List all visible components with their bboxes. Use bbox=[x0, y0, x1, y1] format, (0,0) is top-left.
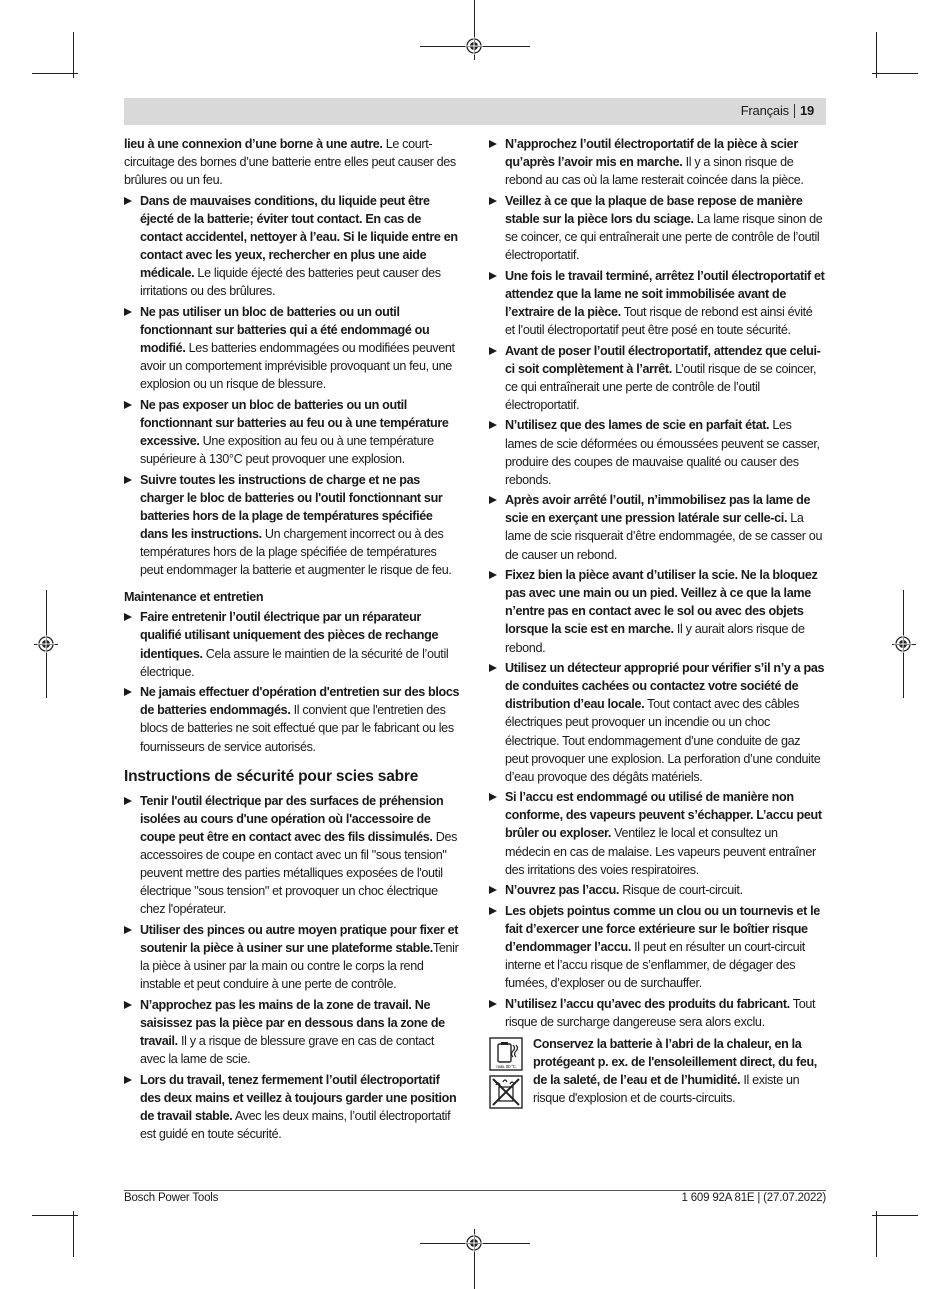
instruction-bold-text: Suivre toutes les instructions de charge et ne pas charger le bloc de batteries ou l'outil fonctionnant sur batteries hors de la plage de températures spécifiée dans les instructions. bbox=[140, 472, 443, 541]
instruction-bold-text: Après avoir arrêté l’outil, n’immobilisez pas la lame de scie en exerçant une pression latérale sur celle-ci. bbox=[505, 493, 811, 526]
no-water-battery-icon bbox=[489, 1075, 523, 1109]
page-header bbox=[124, 98, 826, 125]
heat-warning-text bbox=[533, 1035, 825, 1109]
registration-mark-icon bbox=[465, 1234, 483, 1252]
crop-mark bbox=[32, 73, 78, 74]
instruction-bold-text: N’approchez l’outil électroportatif de la pièce à scier qu’après l’avoir mis en marche. bbox=[505, 137, 798, 170]
instruction-text: Une exposition au feu ou à une température supérieure à 130°C peut provoquer une explosion. bbox=[140, 434, 434, 467]
instruction-item bbox=[124, 471, 460, 580]
instruction-item bbox=[124, 792, 460, 919]
instruction-bold-text: N’ouvrez pas l’accu. bbox=[505, 883, 620, 898]
instruction-text: Tout risque de surcharge dangereuse sera alors exclu. bbox=[505, 996, 816, 1029]
instruction-item bbox=[124, 192, 460, 301]
instruction-item bbox=[489, 902, 825, 992]
instruction-text: Il existe un risque d'explosion et de courts-circuits. bbox=[533, 1073, 800, 1106]
instruction-text: L’outil risque de se coincer, ce qui entraînerait une perte de contrôle de l’outil électroportatif. bbox=[505, 361, 817, 412]
instruction-text: Les batteries endommagées ou modifiées peuvent avoir un comportement imprévisible provoquant un feu, une explosion ou un risque de blessure. bbox=[140, 341, 455, 392]
footer-doc-id: 1 609 92A 81E | (27.07.2022) bbox=[681, 1192, 826, 1204]
instruction-item bbox=[124, 683, 460, 755]
instruction-item bbox=[489, 881, 825, 899]
instruction-item bbox=[489, 491, 825, 563]
max-temperature-label: max. 50 °C bbox=[496, 1064, 516, 1069]
bullet-triangle-icon bbox=[489, 571, 497, 579]
instruction-bold-text: Conservez la batterie à l’abri de la chaleur, en la protégeant p. ex. de l'ensoleillement direct, du feu, de la saleté, de l’eau et de l’humidité. bbox=[533, 1037, 817, 1088]
bullet-triangle-icon bbox=[489, 421, 497, 429]
registration-mark-icon bbox=[465, 37, 483, 55]
instruction-text: Avec les deux mains, l’outil électroportatif est guidé en toute sécurité. bbox=[140, 1108, 451, 1141]
instruction-text: Tenir la pièce à usiner par la main ou contre le corps la rend instable et peut conduire à une perte de contrôle. bbox=[140, 940, 459, 992]
instruction-bold-text: N’utilisez que des lames de scie en parfait état. bbox=[505, 418, 770, 433]
crop-mark bbox=[872, 73, 918, 74]
saw-safety-list bbox=[124, 792, 460, 1143]
maintenance-list bbox=[124, 608, 460, 755]
instruction-text: Un chargement incorrect ou à des températures hors de la plage spécifiée de températures peut endommager la batterie et augmenter le risque de feu. bbox=[140, 526, 452, 578]
registration-mark-icon bbox=[894, 635, 912, 653]
bullet-triangle-icon bbox=[489, 496, 497, 504]
bullet-triangle-icon bbox=[124, 476, 132, 484]
instruction-text: Il y a sinon risque de rebond au cas où la lame resterait coincée dans la pièce. bbox=[505, 155, 804, 188]
instruction-item bbox=[489, 659, 825, 786]
bullet-triangle-icon bbox=[124, 926, 132, 934]
instruction-text: Il y a risque de blessure grave en cas de contact avec la lame de scie. bbox=[140, 1033, 435, 1066]
instruction-bold-text: Dans de mauvaises conditions, du liquide peut être éjecté de la batterie; éviter tout contact. En cas de contact accidentel, nettoyer à l’eau. Si le liquide entre en contact avec les yeux, rechercher en plus une aide médicale. bbox=[140, 193, 458, 281]
saw-safety-list-continued bbox=[489, 135, 825, 1031]
instruction-bold-text: Si l’accu est endommagé ou utilisé de manière non conforme, des vapeurs peuvent s’échapper. L’accu peut brûler ou exploser. bbox=[505, 790, 822, 841]
instruction-text: Il y aurait alors risque de rebond. bbox=[505, 622, 805, 655]
instruction-bold-text: Avant de poser l’outil électroportatif, attendez que celui-ci soit complètement à l’arrêt. bbox=[505, 343, 821, 376]
crop-mark bbox=[876, 1211, 877, 1257]
bullet-triangle-icon bbox=[489, 793, 497, 801]
instruction-bold-text: Utiliser des pinces ou autre moyen pratique pour fixer et soutenir la pièce à usiner sur une plateforme stable. bbox=[140, 922, 459, 955]
instruction-text: Il convient que l'entretien des blocs de batteries ne soit effectué que par le fabricant ou les fournisseurs de service autorisés. bbox=[140, 703, 454, 754]
crop-mark bbox=[73, 32, 74, 78]
instruction-text: Cela assure le maintien de la sécurité de l’outil électrique. bbox=[140, 646, 449, 679]
instruction-bold-text: Lors du travail, tenez fermement l’outil électroportatif des deux mains et veillez à toujours garder une position de travail stable. bbox=[140, 1072, 457, 1123]
instruction-text: Risque de court-circuit. bbox=[619, 883, 743, 898]
instruction-item bbox=[124, 1071, 460, 1143]
bullet-triangle-icon bbox=[124, 308, 132, 316]
instruction-item bbox=[489, 788, 825, 878]
header-separator bbox=[794, 104, 795, 118]
instruction-text: Le liquide éjecté des batteries peut causer des irritations ou des brûlures. bbox=[140, 266, 441, 299]
bullet-triangle-icon bbox=[489, 1000, 497, 1008]
instruction-bold-text: Ne pas utiliser un bloc de batteries ou un outil fonctionnant sur batteries qui a été endommagé ou modifié. bbox=[140, 304, 430, 356]
bullet-triangle-icon bbox=[489, 272, 497, 280]
footer-brand: Bosch Power Tools bbox=[124, 1192, 219, 1204]
bullet-triangle-icon bbox=[489, 140, 497, 148]
instruction-item bbox=[489, 566, 825, 656]
instruction-item bbox=[124, 996, 460, 1068]
bullet-triangle-icon bbox=[489, 907, 497, 915]
left-column bbox=[124, 135, 460, 1145]
instruction-item bbox=[489, 416, 825, 488]
footer-rule bbox=[124, 1190, 826, 1191]
battery-safety-list bbox=[124, 192, 460, 579]
section-title: Instructions de sécurité pour scies sabre bbox=[124, 767, 419, 785]
instruction-bold-text: Ne pas exposer un bloc de batteries ou un outil fonctionnant sur batteries au feu ou à une température excessive. bbox=[140, 397, 449, 448]
bullet-triangle-icon bbox=[124, 401, 132, 409]
bullet-triangle-icon bbox=[124, 613, 132, 621]
bullet-triangle-icon bbox=[489, 664, 497, 672]
instruction-text: Tout contact avec des câbles électriques peut provoquer un incendie ou un choc électrique. Tout endommagement d’une conduite de gaz peut provoquer une explosion. La perforation d’une conduite d’eau provoque des dégâts matériels. bbox=[505, 697, 821, 784]
instruction-text: Les lames de scie déformées ou émoussées peuvent se casser, produire des coupes de mauvaise qualité ou causer des rebonds. bbox=[505, 418, 820, 487]
instruction-bold-text: N’utilisez l’accu qu’avec des produits du fabricant. bbox=[505, 996, 790, 1011]
header-language: Français bbox=[740, 103, 789, 118]
registration-mark-icon bbox=[37, 635, 55, 653]
crop-mark bbox=[876, 32, 877, 78]
instruction-bold-text: Fixez bien la pièce avant d’utiliser la scie. Ne la bloquez pas avec une main ou un pied. Veillez à ce que la lame n’entre pas en contact avec le sol ou avec des objets lorsque la scie est en marche. bbox=[505, 568, 818, 637]
max-temperature-icon bbox=[489, 1037, 523, 1071]
instruction-bold-text: Ne jamais effectuer d'opération d'entretien sur des blocs de batteries endommagés. bbox=[140, 685, 460, 718]
right-column bbox=[489, 135, 825, 1109]
instruction-item bbox=[124, 608, 460, 680]
instruction-bold-text: N’approchez pas les mains de la zone de travail. Ne saisissez pas la pièce par en dessous dans la zone de travail. bbox=[140, 997, 445, 1048]
instruction-bold-text: Faire entretenir l’outil électrique par un réparateur qualifié utilisant uniquement des pièces de rechange identiques. bbox=[140, 610, 439, 661]
bullet-triangle-icon bbox=[489, 197, 497, 205]
instruction-bold-text: Tenir l'outil électrique par des surfaces de préhension isolées au cours d'une opération où l'accessoire de coupe peut être en contact avec des fils dissimulés. bbox=[140, 793, 444, 844]
instruction-bold-text: Les objets pointus comme un clou ou un tournevis et le fait d’exercer une force extérieure sur le boîtier risque d’endommager l’accu. bbox=[505, 903, 820, 955]
instruction-text: Il peut en résulter un court-circuit interne et l’accu risque de s’enflammer, de dégager des fumées, d’exploser ou de surchauffer. bbox=[505, 940, 805, 991]
instruction-bold-text: Utilisez un détecteur approprié pour vérifier s’il n’y a pas de conduites cachées ou contactez votre société de distribution d’eau locale. bbox=[505, 661, 825, 712]
crop-mark bbox=[32, 1215, 78, 1216]
instruction-text: La lame de scie risquerait d’être endommagée, de se casser ou de causer un rebond. bbox=[505, 511, 823, 562]
continued-paragraph bbox=[124, 135, 460, 189]
instruction-text: Le court-circuitage des bornes d’une batterie entre elles peut causer des brûlures ou un feu. bbox=[124, 137, 456, 188]
instruction-item bbox=[489, 192, 825, 264]
instruction-bold-text: lieu à une connexion d’une borne à une autre. bbox=[124, 137, 383, 151]
bullet-triangle-icon bbox=[124, 197, 132, 205]
instruction-item bbox=[489, 135, 825, 189]
heat-warning-block bbox=[489, 1035, 825, 1109]
instruction-bold-text: Veillez à ce que la plaque de base repose de manière stable sur la pièce lors du sciage. bbox=[505, 193, 803, 226]
bullet-triangle-icon bbox=[489, 886, 497, 894]
instruction-text: Tout risque de rebond est ainsi évité et l’outil électroportatif peut être posé en toute sécurité. bbox=[505, 304, 813, 337]
bullet-triangle-icon bbox=[124, 1001, 132, 1009]
instruction-text: Des accessoires de coupe en contact avec un fil "sous tension" peuvent mettre des parties métalliques exposées de l'outil électrique "sous tension" et provoquer un choc électrique chez l'opérateur. bbox=[140, 829, 458, 917]
instruction-item bbox=[489, 342, 825, 414]
instruction-item bbox=[489, 995, 825, 1031]
instruction-item bbox=[124, 921, 460, 993]
page-number: 19 bbox=[799, 103, 814, 118]
instruction-text: Ventilez le local et consultez un médecin en cas de malaise. Les vapeurs peuvent entraîner des irritations des voies respiratoires. bbox=[505, 826, 816, 877]
crop-mark bbox=[872, 1215, 918, 1216]
instruction-text: La lame risque sinon de se coincer, ce qui entraînerait une perte de contrôle de l’outil électroportatif. bbox=[505, 211, 823, 263]
crop-mark bbox=[73, 1211, 74, 1257]
instruction-bold-text: Une fois le travail terminé, arrêtez l’outil électroportatif et attendez que la lame ne soit immobilisée avant de l’extraire de la pièce. bbox=[505, 268, 825, 319]
bullet-triangle-icon bbox=[124, 797, 132, 805]
bullet-triangle-icon bbox=[124, 688, 132, 696]
bullet-triangle-icon bbox=[489, 347, 497, 355]
instruction-item bbox=[489, 267, 825, 339]
instruction-item bbox=[124, 303, 460, 393]
instruction-item bbox=[124, 396, 460, 468]
maintenance-heading: Maintenance et entretien bbox=[124, 590, 264, 605]
bullet-triangle-icon bbox=[124, 1076, 132, 1084]
